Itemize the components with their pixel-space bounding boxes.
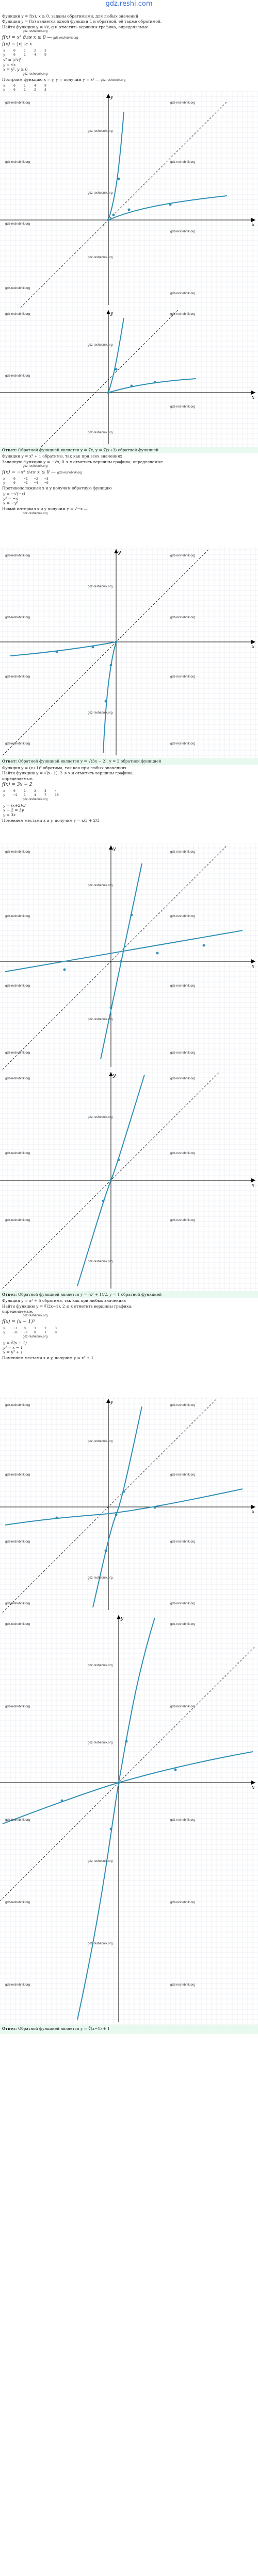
- watermark: gdz-reshebnik.org: [170, 292, 196, 295]
- watermark: gdz-reshebnik.org: [5, 1819, 30, 1822]
- table-cell: 0: [34, 1330, 36, 1334]
- point: [131, 913, 133, 916]
- answer-label: Ответ:: [2, 2026, 17, 2031]
- task-2: [0, 454, 258, 547]
- table-cell: 2: [34, 789, 36, 793]
- site-header: [0, 0, 258, 13]
- task-2-step-1: [2, 470, 256, 476]
- equation-line: y³ = x − 1: [3, 1345, 23, 1350]
- watermark: gdz-reshebnik.org: [88, 1260, 113, 1263]
- grid: [0, 1396, 258, 1613]
- graph-4b: [0, 1613, 258, 2025]
- table-cell: 4: [34, 83, 36, 88]
- equation-line: x = y², y ≥ 0: [3, 67, 28, 72]
- task-3-value-table: [3, 789, 256, 797]
- watermark: gdz-reshebnik.org: [88, 1577, 113, 1580]
- watermark: gdz-reshebnik.org: [170, 742, 196, 746]
- task-1-inverse-label: [2, 77, 256, 83]
- point: [107, 219, 110, 222]
- table-cell: 0: [13, 789, 15, 793]
- table-cell: −1: [24, 1330, 28, 1334]
- axis-label-y: y: [110, 95, 114, 100]
- point: [118, 1158, 120, 1161]
- task-4-value-table: [3, 1326, 256, 1334]
- watermark: gdz-reshebnik.org: [170, 1984, 196, 1987]
- task-3: [0, 766, 258, 843]
- table-cell: x: [3, 476, 5, 481]
- y-axis-arrow: [106, 94, 110, 98]
- graph-1b: [0, 308, 258, 447]
- equation-line: y = (x+2)/3: [3, 803, 26, 808]
- y-axis-arrow: [109, 1072, 113, 1076]
- point: [154, 1506, 156, 1509]
- axis-label-x: x: [252, 645, 255, 650]
- table-cell: 0: [13, 476, 15, 481]
- task-4-system: [3, 1341, 256, 1354]
- watermark: gdz-reshebnik.org: [5, 1540, 30, 1544]
- point: [112, 214, 115, 216]
- point: [105, 700, 107, 703]
- point: [128, 209, 131, 211]
- watermark: gdz-reshebnik.org: [170, 1473, 196, 1477]
- task-1-given: Найти функцию y = √x, g и отметить вершины графика, определяемые.: [2, 24, 150, 29]
- answer-label: Ответ:: [2, 448, 17, 452]
- table-cell: −2: [13, 793, 18, 798]
- watermark: gdz-reshebnik.org: [5, 375, 30, 378]
- watermark: gdz-reshebnik.org: [170, 1151, 196, 1155]
- watermark: gdz-reshebnik.org: [170, 675, 196, 679]
- answer-line: [2, 2026, 256, 2031]
- watermark: gdz-reshebnik.org: [5, 101, 30, 105]
- axis-label-y: y: [113, 1073, 116, 1078]
- watermark: gdz-reshebnik.org: [23, 465, 48, 468]
- point: [118, 178, 120, 180]
- table-cell: 9: [44, 53, 46, 57]
- graph-4b-svg: [0, 1613, 258, 2025]
- grid: [0, 308, 258, 447]
- point: [63, 968, 66, 971]
- y-axis-arrow: [106, 1399, 110, 1403]
- y-axis-arrow: [106, 310, 110, 314]
- table-row: [3, 1326, 256, 1330]
- table-cell: 0: [13, 480, 15, 485]
- curve-f: [108, 112, 124, 220]
- answer-band-4: [0, 2025, 258, 2034]
- watermark: gdz-reshebnik.org: [88, 344, 113, 347]
- table-cell: x: [3, 48, 5, 53]
- axis-label-y: y: [118, 550, 121, 556]
- watermark: gdz-reshebnik.org: [5, 742, 30, 746]
- watermark: gdz-reshebnik.org: [88, 1942, 113, 1946]
- watermark: gdz-reshebnik.org: [170, 1404, 196, 1408]
- watermark: gdz-reshebnik.org: [23, 1314, 48, 1318]
- task-2-inverse-label: Противоположный x и y получим обратную функцию: [2, 485, 112, 490]
- site-brand[interactable]: gdz.reshi.com: [105, 0, 153, 8]
- grid: [0, 1613, 258, 2025]
- task-3-inverse-label: Поменяем местами x и y, получим y = x/3 + 2/3: [2, 818, 100, 823]
- answer-band-3: [0, 1291, 258, 1298]
- point: [125, 1740, 128, 1743]
- point: [174, 1769, 177, 1771]
- task-1-value-table: [3, 48, 256, 57]
- y-axis-arrow: [117, 1615, 121, 1619]
- answer-text: Обратной функцией является y = ∛x, y = ∛(x+3) обратной функцией: [18, 448, 159, 452]
- watermark: gdz-reshebnik.org: [5, 313, 30, 316]
- task-2-given: Заданную функцию y = −√x, 0 ≤ x отметить вершины графика, определяемые: [2, 459, 163, 464]
- watermark: gdz-reshebnik.org: [88, 1440, 113, 1444]
- table-cell: −8: [13, 1330, 18, 1334]
- watermark: gdz-reshebnik.org: [5, 616, 30, 620]
- watermark: gdz-reshebnik.org: [5, 1077, 30, 1080]
- curve-f-inverse: [10, 642, 116, 656]
- table-row: [3, 789, 256, 793]
- table-cell: 0: [13, 88, 15, 92]
- table-cell: 3: [44, 88, 46, 92]
- point: [154, 381, 156, 384]
- table-cell: −9: [44, 480, 49, 485]
- point: [110, 1828, 112, 1831]
- table-cell: 1: [24, 83, 26, 88]
- watermark: gdz-reshebnik.org: [88, 192, 113, 195]
- table-cell: 0: [24, 1326, 26, 1330]
- watermark: gdz-reshebnik.org: [5, 1218, 30, 1222]
- watermark: gdz-reshebnik.org: [5, 1705, 30, 1709]
- answer-band-2: [0, 758, 258, 765]
- task-3-given: Найти функцию y = √(x−1), 2 ≤ x и отметить вершины графика,: [2, 771, 134, 776]
- watermark: gdz-reshebnik.org: [170, 1218, 196, 1222]
- graph-2-svg: [0, 547, 258, 758]
- task-3-system: [3, 803, 256, 817]
- task-2-value-table: [3, 477, 256, 485]
- point: [115, 1514, 118, 1516]
- point: [131, 385, 133, 387]
- table-cell: 3: [44, 789, 46, 793]
- task-1-step-1: [2, 35, 256, 41]
- watermark: gdz-reshebnik.org: [170, 1623, 196, 1626]
- watermark: gdz-reshebnik.org: [170, 230, 196, 233]
- graph-1: [0, 91, 258, 308]
- watermark: gdz-reshebnik.org: [88, 1741, 113, 1745]
- table-cell: 2: [44, 1326, 46, 1330]
- watermark: gdz-reshebnik.org: [170, 554, 196, 558]
- table-cell: y: [3, 53, 5, 57]
- watermark: gdz-reshebnik.org: [170, 1051, 196, 1055]
- watermark: gdz-reshebnik.org: [88, 1115, 113, 1119]
- axis-label-y: y: [113, 846, 116, 852]
- table-row: [3, 53, 256, 57]
- task-4-inverse-label: Поменяем местами x и y, получим y = x³ + 1: [2, 1355, 94, 1360]
- answer-line: [2, 759, 256, 764]
- watermark: gdz-reshebnik.org: [23, 30, 48, 33]
- table-row: [3, 48, 256, 53]
- watermark: gdz-reshebnik.org: [88, 256, 113, 259]
- answer-text: Обратной функцией является y = (x³ + 1)/2, y = 1 обратной функцией: [18, 1292, 162, 1297]
- x-axis-arrow: [251, 391, 255, 395]
- table-cell: 1: [24, 48, 26, 53]
- point: [107, 392, 110, 394]
- task-4-line-2: Функция y = x³ + 5 обратима, так как при любых значениях: [2, 1298, 126, 1303]
- y-axis-arrow: [114, 549, 118, 553]
- table-cell: −1: [24, 476, 28, 481]
- point: [118, 1782, 120, 1784]
- grid: [0, 547, 258, 758]
- watermark: gdz-reshebnik.org: [88, 1860, 113, 1863]
- task-2-system: [3, 492, 256, 505]
- equation-line: x = −y²: [3, 501, 18, 506]
- table-cell: 2: [34, 48, 36, 53]
- watermark: gdz-reshebnik.org: [170, 313, 196, 316]
- axis-label-x: x: [252, 223, 255, 228]
- origin-label: 0: [103, 223, 106, 227]
- watermark: gdz-reshebnik.org: [5, 1623, 30, 1626]
- equation-line: x² = |√x|²: [3, 58, 22, 63]
- x-axis-arrow: [251, 1781, 255, 1785]
- table-cell: x: [3, 1326, 5, 1330]
- task-1-step-1-text: f(x) = x² для x ≥ 0 —: [2, 35, 54, 40]
- curve-f: [108, 318, 124, 393]
- grid: [0, 843, 258, 1070]
- graph-4: [0, 1396, 258, 1613]
- watermark: gdz-reshebnik.org: [5, 161, 30, 164]
- task-1-inverse-table: [3, 83, 256, 92]
- table-cell: 1: [34, 1326, 36, 1330]
- axis-label-y: y: [110, 1400, 114, 1405]
- watermark: gdz-reshebnik.org: [170, 1540, 196, 1544]
- watermark: gdz-reshebnik.org: [170, 405, 196, 409]
- equation-line: y = −√(−x): [3, 492, 25, 497]
- table-row: [3, 481, 256, 485]
- point: [56, 1517, 58, 1519]
- point: [169, 204, 172, 206]
- axis-label-x: x: [252, 1510, 255, 1515]
- watermark: gdz-reshebnik.org: [101, 78, 126, 82]
- watermark: gdz-reshebnik.org: [5, 287, 30, 290]
- watermark: gdz-reshebnik.org: [5, 984, 30, 988]
- task-3-step-1: f(x) = 3x − 2: [2, 782, 33, 787]
- table-cell: 1: [24, 793, 26, 798]
- watermark: gdz-reshebnik.org: [170, 161, 196, 164]
- answer-line: [2, 1292, 256, 1297]
- graph-3: [0, 843, 258, 1070]
- table-cell: 4: [34, 53, 36, 57]
- table-cell: y: [3, 480, 5, 485]
- answer-label: Ответ:: [2, 1292, 17, 1297]
- table-row: [3, 793, 256, 797]
- symmetry-line: [0, 1646, 255, 1901]
- task-1-intro: Функции y = f(x), x ≥ 0, заданы обратимыми, для любых значений: [2, 14, 138, 19]
- point: [110, 664, 112, 667]
- watermark: gdz-reshebnik.org: [5, 1404, 30, 1408]
- watermark: gdz-reshebnik.org: [5, 1901, 30, 1905]
- task-3-given-2: определяемые.: [2, 776, 34, 781]
- watermark: gdz-reshebnik.org: [23, 73, 48, 76]
- curve-f: [103, 642, 116, 753]
- table-cell: −1: [13, 1326, 18, 1330]
- table-cell: −2: [34, 476, 38, 481]
- table-cell: 1: [44, 1330, 46, 1334]
- watermark: gdz-reshebnik.org: [170, 1602, 196, 1606]
- graph-3-svg: [0, 843, 258, 1070]
- axis-label-x: x: [252, 1785, 255, 1791]
- point: [203, 944, 205, 946]
- task-4-step-1: f(x) = (x − 1)³: [2, 1319, 35, 1325]
- watermark: gdz-reshebnik.org: [5, 675, 30, 679]
- watermark: gdz-reshebnik.org: [88, 431, 113, 434]
- watermark: gdz-reshebnik.org: [88, 884, 113, 887]
- table-cell: 0: [13, 53, 15, 57]
- watermark: gdz-reshebnik.org: [53, 36, 78, 40]
- table-cell: 3: [44, 48, 46, 53]
- answer-label: Ответ:: [2, 759, 17, 764]
- x-axis-arrow: [251, 1178, 255, 1182]
- task-3-line-2: Функция y = (x+1)² обратима, так как при любых значениях: [2, 765, 127, 770]
- point: [110, 1179, 112, 1181]
- table-cell: x: [3, 789, 5, 793]
- table-cell: 4: [34, 793, 36, 798]
- table-cell: 1: [24, 88, 26, 92]
- table-cell: 0: [13, 83, 15, 88]
- x-axis-arrow: [251, 640, 255, 644]
- table-cell: 4: [55, 789, 57, 793]
- watermark: gdz-reshebnik.org: [170, 984, 196, 988]
- table-cell: 0: [13, 48, 15, 53]
- equation-line: y² = −x: [3, 496, 18, 501]
- graph-1-svg: [0, 91, 258, 308]
- watermark: gdz-reshebnik.org: [5, 914, 30, 918]
- graph-1b-svg: [0, 308, 258, 447]
- point: [56, 651, 58, 653]
- equation-line: x = y³ + 1: [3, 1349, 23, 1354]
- watermark: gdz-reshebnik.org: [170, 1819, 196, 1822]
- equation-line: y = ∛(x − 1): [3, 1340, 27, 1345]
- point: [115, 368, 118, 371]
- task-1-intro-2: Функция y = f(x) является одной функции f, и обратной, её также обратимой.: [2, 19, 162, 24]
- point: [105, 1550, 107, 1552]
- watermark: gdz-reshebnik.org: [5, 1602, 30, 1606]
- x-axis-arrow: [251, 959, 255, 963]
- watermark: gdz-reshebnik.org: [170, 616, 196, 620]
- task-4-given: Найти функцию y = ∛(2x−1), 2 ≤ x отметить вершины графика,: [2, 1303, 133, 1309]
- watermark: gdz-reshebnik.org: [5, 1051, 30, 1055]
- graph-3b-svg: [0, 1070, 258, 1291]
- symmetry-line: [3, 1399, 217, 1613]
- task-2-line-2: Функции y = x³ + 1 обратимы, так как при всех значениях: [2, 454, 122, 459]
- table-cell: 10: [55, 793, 59, 798]
- watermark: gdz-reshebnik.org: [57, 471, 82, 474]
- table-cell: y: [3, 88, 5, 92]
- watermark: gdz-reshebnik.org: [5, 223, 30, 226]
- watermark: gdz-reshebnik.org: [5, 554, 30, 558]
- axis-label-y: y: [110, 311, 114, 316]
- point: [61, 1800, 63, 1802]
- table-cell: 1: [24, 53, 26, 57]
- table-cell: 8: [55, 1330, 57, 1334]
- watermark: gdz-reshebnik.org: [170, 101, 196, 105]
- table-cell: 3: [55, 1326, 57, 1330]
- task-1: [0, 14, 258, 91]
- x-axis-arrow: [251, 1505, 255, 1509]
- task-1-step-2: f(x) = |x| ≥ x: [2, 41, 33, 47]
- table-cell: −3: [44, 476, 49, 481]
- axis-label-x: x: [252, 963, 255, 969]
- task-4-given-2: определяемые.: [2, 1309, 34, 1314]
- page-content: [0, 14, 258, 2034]
- answer-line: [2, 448, 256, 452]
- y-axis-arrow: [109, 845, 113, 850]
- table-row: [3, 1330, 256, 1334]
- task-1-inverse-text: Построим функцию x = y, у = получим y = x² —: [2, 77, 101, 82]
- watermark: gdz-reshebnik.org: [170, 1705, 196, 1709]
- task-1-system: [3, 58, 256, 72]
- table-cell: −4: [34, 480, 38, 485]
- point: [110, 1006, 112, 1009]
- watermark: gdz-reshebnik.org: [23, 512, 48, 515]
- axis-label-x: x: [252, 395, 255, 400]
- watermark: gdz-reshebnik.org: [170, 1077, 196, 1080]
- watermark: gdz-reshebnik.org: [5, 1151, 30, 1155]
- task-2-step-1-text: f(x) = −x² для x ≤ 0 —: [2, 469, 57, 475]
- table-row: [3, 477, 256, 481]
- watermark: gdz-reshebnik.org: [88, 585, 113, 589]
- graph-4-svg: [0, 1396, 258, 1613]
- table-cell: −1: [24, 480, 28, 485]
- curve-f-inverse: [108, 379, 196, 393]
- task-4: [0, 1298, 258, 1396]
- watermark: gdz-reshebnik.org: [88, 130, 113, 133]
- watermark: gdz-reshebnik.org: [170, 1901, 196, 1905]
- point: [115, 641, 118, 643]
- watermark: gdz-reshebnik.org: [23, 798, 48, 802]
- point: [156, 952, 159, 954]
- answer-text: Обратной функцией является y = ∛(x−1) + 1: [18, 2026, 110, 2031]
- equation-line: x − 2 = 3y: [3, 807, 24, 812]
- graph-2: [0, 547, 258, 758]
- point: [92, 646, 94, 649]
- watermark: gdz-reshebnik.org: [170, 914, 196, 918]
- watermark: gdz-reshebnik.org: [5, 850, 30, 854]
- watermark: gdz-reshebnik.org: [88, 1018, 113, 1021]
- x-axis-arrow: [251, 218, 255, 222]
- watermark: gdz-reshebnik.org: [5, 1984, 30, 1987]
- table-cell: 1: [24, 789, 26, 793]
- watermark: gdz-reshebnik.org: [23, 1335, 48, 1338]
- task-2-inverse-2: Новый интервал x и y получим y = √−x —: [2, 506, 88, 512]
- watermark: gdz-reshebnik.org: [5, 1473, 30, 1477]
- equation-line: y = √x: [3, 62, 16, 67]
- graph-3b: [0, 1070, 258, 1291]
- axis-label-y: y: [121, 1616, 124, 1622]
- table-cell: 2: [34, 88, 36, 92]
- point: [120, 960, 123, 962]
- equation-line: y = 3x: [3, 812, 16, 817]
- answer-band-1: [0, 447, 258, 453]
- axis-label-x: x: [252, 1182, 255, 1188]
- table-cell: y: [3, 1330, 5, 1334]
- table-cell: 9: [44, 83, 46, 88]
- watermark: gdz-reshebnik.org: [88, 711, 113, 715]
- table-cell: y: [3, 793, 5, 798]
- answer-text: Обратной функцией является y = √(3x − 2), y = 2 обратной функцией: [18, 759, 162, 764]
- watermark: gdz-reshebnik.org: [88, 1664, 113, 1668]
- watermark: gdz-reshebnik.org: [170, 850, 196, 854]
- point: [102, 1199, 105, 1202]
- table-cell: x: [3, 83, 5, 88]
- point: [123, 1490, 125, 1493]
- table-row: [3, 83, 256, 88]
- table-cell: 7: [44, 793, 46, 798]
